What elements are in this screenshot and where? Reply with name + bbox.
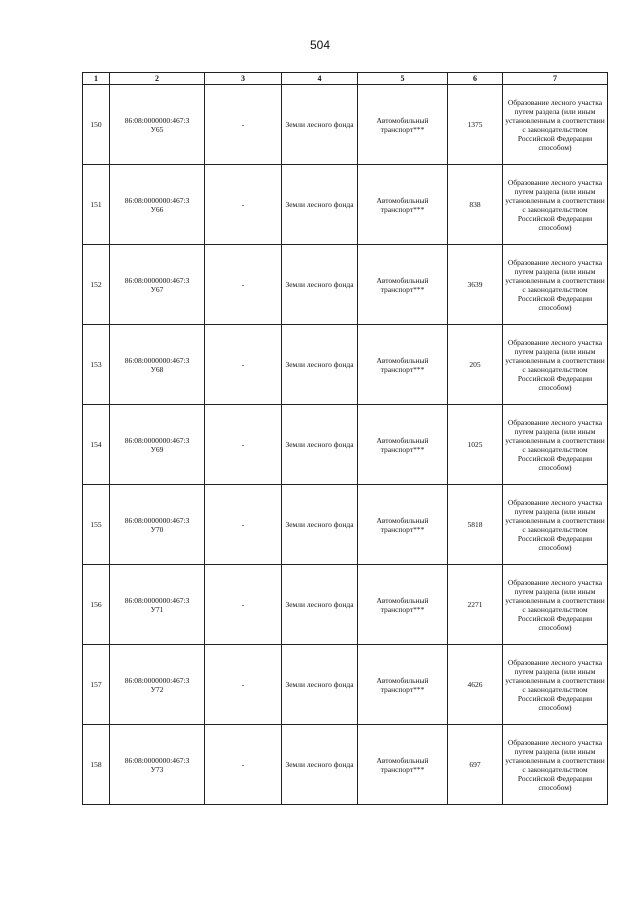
cadastral-number [110, 485, 205, 565]
permitted-use: Автомобильный транспорт*** [358, 645, 448, 725]
land-plots-table [82, 72, 608, 805]
page-number: 504 [309, 38, 331, 52]
column-3-value: - [205, 245, 282, 325]
row-number: 158 [83, 725, 110, 805]
cadastral-number-line1: 86:08:0000000:467:З [124, 115, 190, 125]
cadastral-number [110, 645, 205, 725]
header-row [83, 73, 608, 85]
permitted-use: Автомобильный транспорт*** [358, 245, 448, 325]
table-row [83, 325, 608, 405]
row-number: 152 [83, 245, 110, 325]
cadastral-number-line2: У67 [150, 284, 164, 294]
cadastral-number-line1: 86:08:0000000:467:З [124, 355, 190, 365]
area-value: 1025 [448, 405, 503, 485]
cadastral-number [110, 85, 205, 165]
cadastral-number-line1: 86:08:0000000:467:З [124, 195, 190, 205]
area-value: 838 [448, 165, 503, 245]
land-category: Земли лесного фонда [282, 85, 358, 165]
table-row [83, 165, 608, 245]
cadastral-number-line1: 86:08:0000000:467:З [124, 755, 190, 765]
land-category: Земли лесного фонда [282, 565, 358, 645]
row-number: 155 [83, 485, 110, 565]
table-row [83, 405, 608, 485]
column-3-value: - [205, 565, 282, 645]
formation-method: Образование лесного участка путем раздела (или иным установленным в соответствии с законодательством Российской Федерации способом) [503, 485, 608, 565]
cadastral-number-line1: 86:08:0000000:467:З [124, 435, 190, 445]
formation-method: Образование лесного участка путем раздела (или иным установленным в соответствии с законодательством Российской Федерации способом) [503, 645, 608, 725]
cadastral-number-line1: 86:08:0000000:467:З [124, 275, 190, 285]
table-row [83, 725, 608, 805]
area-value: 1375 [448, 85, 503, 165]
area-value: 2271 [448, 565, 503, 645]
column-3-value: - [205, 725, 282, 805]
cadastral-number-line2: У72 [150, 684, 164, 694]
cadastral-number-line1: 86:08:0000000:467:З [124, 675, 190, 685]
table-row [83, 485, 608, 565]
formation-method: Образование лесного участка путем раздела (или иным установленным в соответствии с законодательством Российской Федерации способом) [503, 245, 608, 325]
area-value: 4626 [448, 645, 503, 725]
permitted-use: Автомобильный транспорт*** [358, 485, 448, 565]
land-category: Земли лесного фонда [282, 405, 358, 485]
area-value: 697 [448, 725, 503, 805]
cadastral-number-line2: У73 [150, 764, 164, 774]
header-col-2: 2 [110, 73, 205, 85]
column-3-value: - [205, 85, 282, 165]
formation-method: Образование лесного участка путем раздела (или иным установленным в соответствии с законодательством Российской Федерации способом) [503, 85, 608, 165]
table-row [83, 645, 608, 725]
cadastral-number [110, 325, 205, 405]
cadastral-number [110, 165, 205, 245]
column-3-value: - [205, 645, 282, 725]
cadastral-number [110, 405, 205, 485]
permitted-use: Автомобильный транспорт*** [358, 565, 448, 645]
column-3-value: - [205, 405, 282, 485]
formation-method: Образование лесного участка путем раздела (или иным установленным в соответствии с законодательством Российской Федерации способом) [503, 565, 608, 645]
header-col-7: 7 [503, 73, 608, 85]
row-number: 157 [83, 645, 110, 725]
header-col-1: 1 [83, 73, 110, 85]
header-col-6: 6 [448, 73, 503, 85]
cadastral-number-line1: 86:08:0000000:467:З [124, 515, 190, 525]
row-number: 153 [83, 325, 110, 405]
header-col-3: 3 [205, 73, 282, 85]
cadastral-number [110, 565, 205, 645]
row-number: 154 [83, 405, 110, 485]
formation-method: Образование лесного участка путем раздела (или иным установленным в соответствии с законодательством Российской Федерации способом) [503, 405, 608, 485]
area-value: 5818 [448, 485, 503, 565]
land-category: Земли лесного фонда [282, 245, 358, 325]
permitted-use: Автомобильный транспорт*** [358, 325, 448, 405]
column-3-value: - [205, 485, 282, 565]
area-value: 3639 [448, 245, 503, 325]
formation-method: Образование лесного участка путем раздела (или иным установленным в соответствии с законодательством Российской Федерации способом) [503, 725, 608, 805]
table-row [83, 245, 608, 325]
table-row [83, 85, 608, 165]
cadastral-number-line2: У71 [150, 604, 164, 614]
cadastral-number [110, 725, 205, 805]
row-number: 151 [83, 165, 110, 245]
area-value: 205 [448, 325, 503, 405]
formation-method: Образование лесного участка путем раздела (или иным установленным в соответствии с законодательством Российской Федерации способом) [503, 165, 608, 245]
land-category: Земли лесного фонда [282, 165, 358, 245]
row-number: 150 [83, 85, 110, 165]
permitted-use: Автомобильный транспорт*** [358, 405, 448, 485]
cadastral-number-line2: У69 [150, 444, 164, 454]
cadastral-number-line2: У66 [150, 204, 164, 214]
cadastral-number-line2: У68 [150, 364, 164, 374]
permitted-use: Автомобильный транспорт*** [358, 85, 448, 165]
land-category: Земли лесного фонда [282, 725, 358, 805]
land-category: Земли лесного фонда [282, 645, 358, 725]
header-col-5: 5 [358, 73, 448, 85]
cadastral-number-line1: 86:08:0000000:467:З [124, 595, 190, 605]
table-row [83, 565, 608, 645]
cadastral-number-line2: У70 [150, 524, 164, 534]
permitted-use: Автомобильный транспорт*** [358, 165, 448, 245]
formation-method: Образование лесного участка путем раздела (или иным установленным в соответствии с законодательством Российской Федерации способом) [503, 325, 608, 405]
land-category: Земли лесного фонда [282, 485, 358, 565]
land-category: Земли лесного фонда [282, 325, 358, 405]
cadastral-number [110, 245, 205, 325]
column-3-value: - [205, 325, 282, 405]
column-3-value: - [205, 165, 282, 245]
row-number: 156 [83, 565, 110, 645]
header-col-4: 4 [282, 73, 358, 85]
cadastral-number-line2: У65 [150, 124, 164, 134]
permitted-use: Автомобильный транспорт*** [358, 725, 448, 805]
